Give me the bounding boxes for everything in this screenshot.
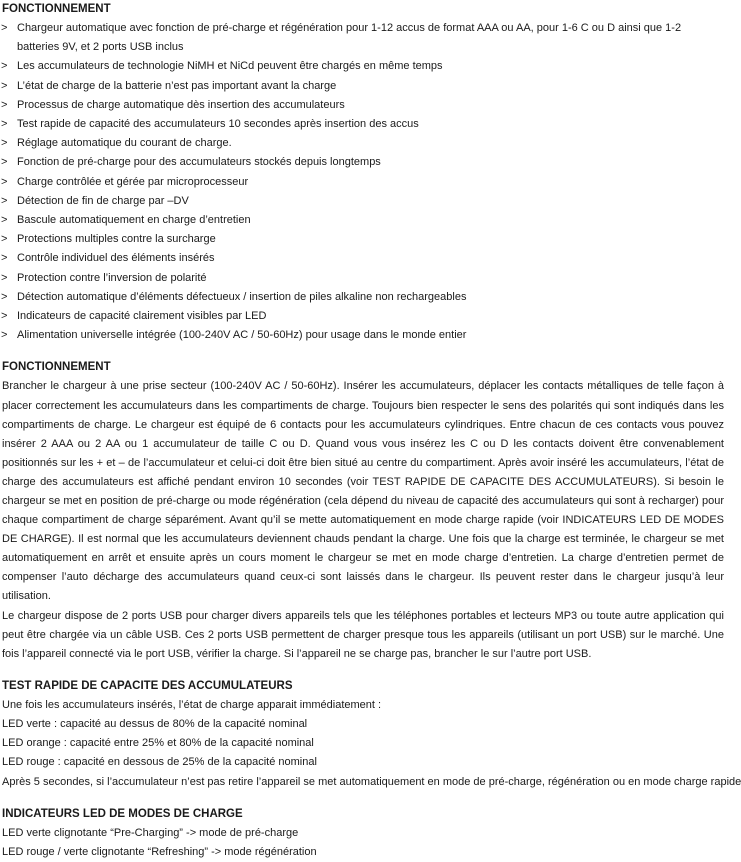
list-item: > Contrôle individuel des éléments insérés	[0, 249, 728, 268]
list-item: > Détection de fin de charge par –DV	[0, 192, 728, 211]
bullet-marker: >	[1, 22, 8, 34]
list-item: > Protections multiples contre la surcharge	[0, 230, 728, 249]
text-line: LED verte clignotante “Pre-Charging” -> mode de pré-charge	[2, 826, 299, 839]
list-item: > Protection contre l’inversion de polarité	[0, 269, 728, 288]
list-item: > Chargeur automatique avec fonction de pré-charge et régénération pour 1-12 accus de format AAA ou AA, pour 1-6 C ou D ainsi que 1-2 batteries 9V, et 2 ports USB inclus	[0, 19, 693, 57]
capacity-test-section	[0, 677, 741, 792]
operation-paragraph-2: Le chargeur dispose de 2 ports USB pour charger divers appareils tels que les téléphones portables et lecteurs MP3 ou toute autre application qui peut être chargée via un câble USB. Ces 2 ports USB permettent de charger presque tous les appareils (utilisant un port USB) sur le marché. Une fois l’appareil connecté via le port USB, vérifier la charge. Si l’appareil ne se charge pas, brancher le sur l’autre port USB.	[2, 609, 724, 660]
bullet-marker: >	[1, 233, 8, 246]
text-line: LED verte : capacité au dessus de 80% de la capacité nominal	[2, 718, 308, 731]
section-title-features: FONCTIONNEMENT	[2, 3, 111, 15]
operation-section	[0, 358, 728, 663]
bullet-marker: >	[1, 290, 8, 303]
bullet-marker: >	[1, 137, 8, 150]
section-spacer	[0, 664, 728, 677]
text-line: Une fois les accumulateurs insérés, l’état de charge apparait immédiatement :	[2, 698, 382, 711]
bullet-marker: >	[1, 175, 8, 188]
bullet-marker: >	[1, 194, 8, 207]
list-item: > Détection automatique d’éléments défectueux / insertion de piles alkaline non rechargeables	[0, 288, 728, 307]
features-section	[0, 0, 728, 345]
bullet-marker: >	[1, 214, 8, 227]
list-item: > Charge contrôlée et gérée par microprocesseur	[0, 173, 728, 192]
bullet-marker: >	[1, 156, 8, 169]
list-item: > Indicateurs de capacité clairement visibles par LED	[0, 307, 728, 326]
text-line: Après 5 secondes, si l’accumulateur n’est pas retire l’appareil se met automatiquement en mode de pré-charge, régénération ou en mode charge rapide	[2, 775, 741, 788]
bullet-marker: >	[1, 329, 8, 342]
list-item: > Réglage automatique du courant de charge.	[0, 134, 728, 153]
text-line: LED orange : capacité entre 25% et 80% de la capacité nominal	[2, 737, 314, 750]
section-title-capacity-test: TEST RAPIDE DE CAPACITE DES ACCUMULATEURS	[2, 679, 293, 692]
section-title-led-modes: INDICATEURS LED DE MODES DE CHARGE	[2, 807, 243, 820]
list-item: > Processus de charge automatique dès insertion des accumulateurs	[0, 96, 728, 115]
list-item: > Alimentation universelle intégrée (100-240V AC / 50-60Hz) pour usage dans le monde entier	[0, 326, 728, 345]
text-line: LED rouge : capacité en dessous de 25% de la capacité nominal	[2, 756, 317, 769]
bullet-marker: >	[1, 271, 8, 284]
section-spacer	[0, 345, 728, 358]
list-item: > Bascule automatiquement en charge d’entretien	[0, 211, 728, 230]
bullet-marker: >	[1, 79, 8, 92]
list-item: > L’état de charge de la batterie n’est pas important avant la charge	[0, 77, 728, 96]
bullet-marker: >	[1, 98, 8, 111]
led-modes-section	[0, 805, 728, 862]
bullet-marker: >	[1, 310, 8, 323]
bullet-marker: >	[1, 252, 8, 265]
bullet-marker: >	[1, 60, 8, 73]
operation-paragraph-1: Brancher le chargeur à une prise secteur (100-240V AC / 50-60Hz). Insérer les accumulateurs, déplacer les contacts métalliques de telle façon à placer correctement les accumulateurs dans les compartiments de charge. Toujours bien respecter le sens des polarités qui sont indiqués dans les compartiments de charge. Le chargeur est équipé de 6 contacts pour les accumulateurs cylindriques. Entre chacun de ces contacts vous pouvez insérer 2 AAA ou 2 AA ou 1 accumulateur de taille C ou D. Quand vous vous insérez les C ou D les contacts doivent être convenablement positionnés sur les + et – de l’accumulateur et celui-ci doit être bien situé au centre du compartiment. Après avoir inséré les accumulateurs, l’état de charge des accumulateurs est affiché pendant environ 10 secondes (voir TEST RAPIDE DE CAPACITE DES ACCUMULATEURS). Si besoin le chargeur se met en position de pré-charge ou mode régénération (cela dépend du niveau de capacité des accumulateurs qui sont à recharger) pour chaque compartiment de charge séparément. Avant qu’il se mette automatiquement en mode charge rapide (voir INDICATEURS LED DE MODES DE CHARGE). Il est normal que les accumulateurs deviennent chauds pendant la charge. Une fois que la charge est terminée, le chargeur se met automatiquement en arrêt et ensuite après un cours moment le chargeur se met en mode charge d’entretien. La charge d’entretien permet de compenser l’auto décharge des accumulateurs quand ceux-ci sont laissés dans le chargeur. Ils peuvent rester dans le chargeur jusqu’à leur utilisation.	[2, 380, 724, 603]
section-title-operation: FONCTIONNEMENT	[2, 361, 111, 374]
section-spacer	[0, 792, 728, 805]
bullet-marker: >	[1, 118, 8, 131]
text-line: LED rouge / verte clignotante “Refreshing” -> mode régénération	[2, 846, 317, 859]
list-item: > Fonction de pré-charge pour des accumulateurs stockés depuis longtemps	[0, 153, 728, 172]
features-list	[0, 19, 728, 345]
list-item: > Test rapide de capacité des accumulateurs 10 secondes après insertion des accus	[0, 115, 728, 134]
list-item: > Les accumulateurs de technologie NiMH et NiCd peuvent être chargés en même temps	[0, 57, 728, 76]
